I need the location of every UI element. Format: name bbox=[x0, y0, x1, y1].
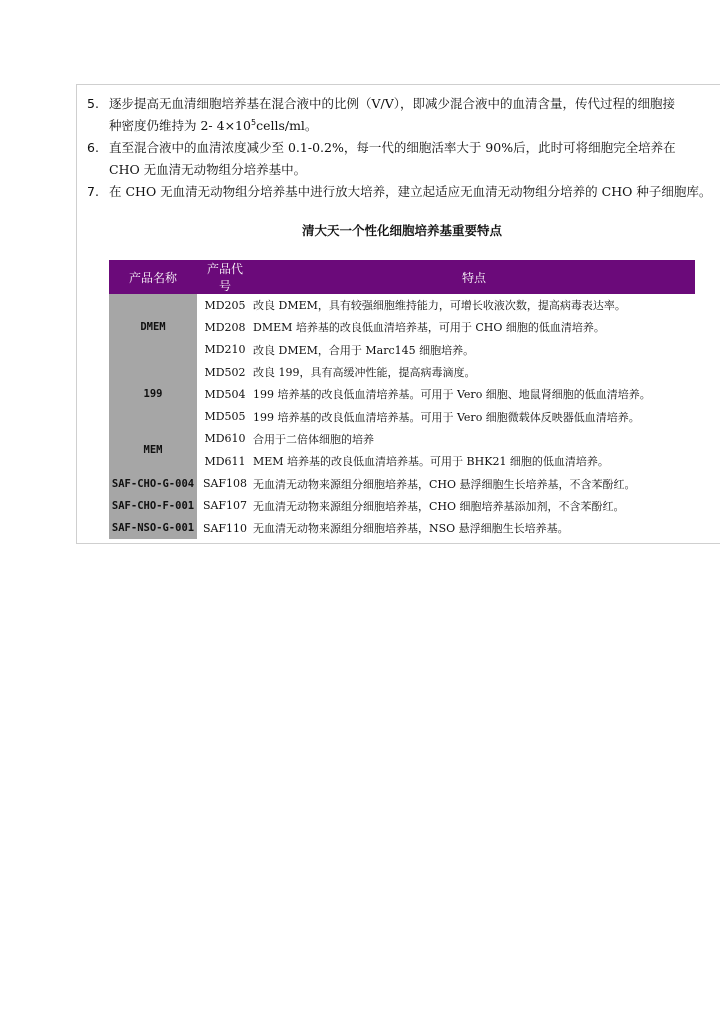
header-product-name: 产品名称 bbox=[109, 260, 197, 294]
feature-cell: DMEM 培养基的改良低血清培养基，可用于 CHO 细胞的低血清培养。 bbox=[253, 321, 605, 335]
table-row bbox=[109, 361, 695, 383]
product-name-cell: 199 bbox=[109, 361, 197, 428]
table-row bbox=[109, 339, 695, 361]
table-row bbox=[109, 405, 695, 427]
feature-cell: MEM 培养基的改良低血清培养基。可用于 BHK21 细胞的低血清培养。 bbox=[253, 455, 609, 469]
procedure-steps bbox=[87, 93, 717, 203]
table-row bbox=[109, 517, 695, 539]
step-number: 6. bbox=[87, 140, 99, 155]
product-code-cell: MD208 bbox=[204, 320, 246, 334]
product-name-cell: SAF-NSO-G-001 bbox=[109, 517, 197, 539]
step-number: 5. bbox=[87, 96, 99, 111]
step-text-cont: CHO 无血清无动物组分培养基中。 bbox=[109, 162, 307, 177]
table-title: 清大天一个性化细胞培养基重要特点 bbox=[301, 223, 502, 238]
table-row bbox=[109, 428, 695, 450]
step-number: 7. bbox=[87, 184, 99, 199]
product-code-cell: MD610 bbox=[204, 432, 246, 446]
product-name-cell: SAF-CHO-G-004 bbox=[109, 472, 197, 494]
header-feature: 特点 bbox=[253, 260, 695, 294]
product-name-cell: MEM bbox=[109, 428, 197, 473]
product-code-cell: MD210 bbox=[204, 343, 246, 357]
product-code-cell: MD205 bbox=[204, 298, 246, 312]
product-code-cell: MD502 bbox=[204, 365, 246, 379]
step-7 bbox=[87, 181, 717, 203]
product-name-cell: SAF-CHO-F-001 bbox=[109, 495, 197, 517]
step-text-unit: cells/ml。 bbox=[256, 118, 318, 133]
table-row bbox=[109, 383, 695, 405]
media-features-table bbox=[109, 260, 695, 539]
table-row bbox=[109, 472, 695, 494]
feature-cell: 合用于二倍体细胞的培养 bbox=[253, 432, 374, 446]
step-5 bbox=[87, 93, 717, 137]
product-code-cell: MD505 bbox=[204, 410, 246, 424]
feature-cell: 无血清无动物来源组分细胞培养基，CHO 悬浮细胞生长培养基，不含苯酚红。 bbox=[253, 477, 636, 491]
product-code-cell: MD504 bbox=[204, 387, 246, 401]
table-row bbox=[109, 450, 695, 472]
table-row bbox=[109, 316, 695, 338]
feature-cell: 改良 DMEM，合用于 Marc145 细胞培养。 bbox=[253, 343, 475, 357]
feature-cell: 199 培养基的改良低血清培养基。可用于 Vero 细胞微载体反映器低血清培养。 bbox=[253, 410, 640, 424]
feature-cell: 199 培养基的改良低血清培养基。可用于 Vero 细胞、地鼠肾细胞的低血清培养。 bbox=[253, 388, 651, 402]
step-text: 直至混合液中的血清浓度减少至 0.1-0.2%，每一代的细胞活率大于 90%后，此时可将细胞完全培养在 bbox=[109, 140, 676, 155]
product-name-cell: DMEM bbox=[109, 294, 197, 361]
step-text: 在 CHO 无血清无动物组分培养基中进行放大培养，建立起适应无血清无动物组分培养的 CHO 种子细胞库。 bbox=[109, 184, 712, 199]
table-row bbox=[109, 495, 695, 517]
step-text: 逐步提高无血清细胞培养基在混合液中的比例（V/V），即减少混合液中的血清含量，传代过程的细胞接 bbox=[109, 96, 676, 111]
step-text-cont: 种密度仍维持为 2- 4×10 bbox=[109, 118, 251, 133]
superscript-exponent: 5 bbox=[250, 117, 257, 127]
feature-cell: 改良 199，具有高缓冲性能，提高病毒滴度。 bbox=[253, 366, 476, 380]
header-product-code: 产品代号 bbox=[197, 260, 253, 294]
product-code-cell: SAF108 bbox=[202, 477, 248, 491]
document-content-box bbox=[76, 84, 720, 544]
feature-cell: 改良 DMEM，具有较强细胞维持能力，可增长收液次数，提高病毒表达率。 bbox=[253, 299, 626, 313]
product-code-cell: MD611 bbox=[204, 454, 246, 468]
table-header-row bbox=[109, 260, 695, 294]
product-code-cell: SAF110 bbox=[202, 521, 248, 535]
product-code-cell: SAF107 bbox=[202, 499, 248, 513]
table-row bbox=[109, 294, 695, 316]
step-6 bbox=[87, 137, 717, 181]
feature-cell: 无血清无动物来源组分细胞培养基，NSO 悬浮细胞生长培养基。 bbox=[253, 522, 569, 536]
feature-cell: 无血清无动物来源组分细胞培养基，CHO 细胞培养基添加剂，不含苯酚红。 bbox=[253, 499, 625, 513]
